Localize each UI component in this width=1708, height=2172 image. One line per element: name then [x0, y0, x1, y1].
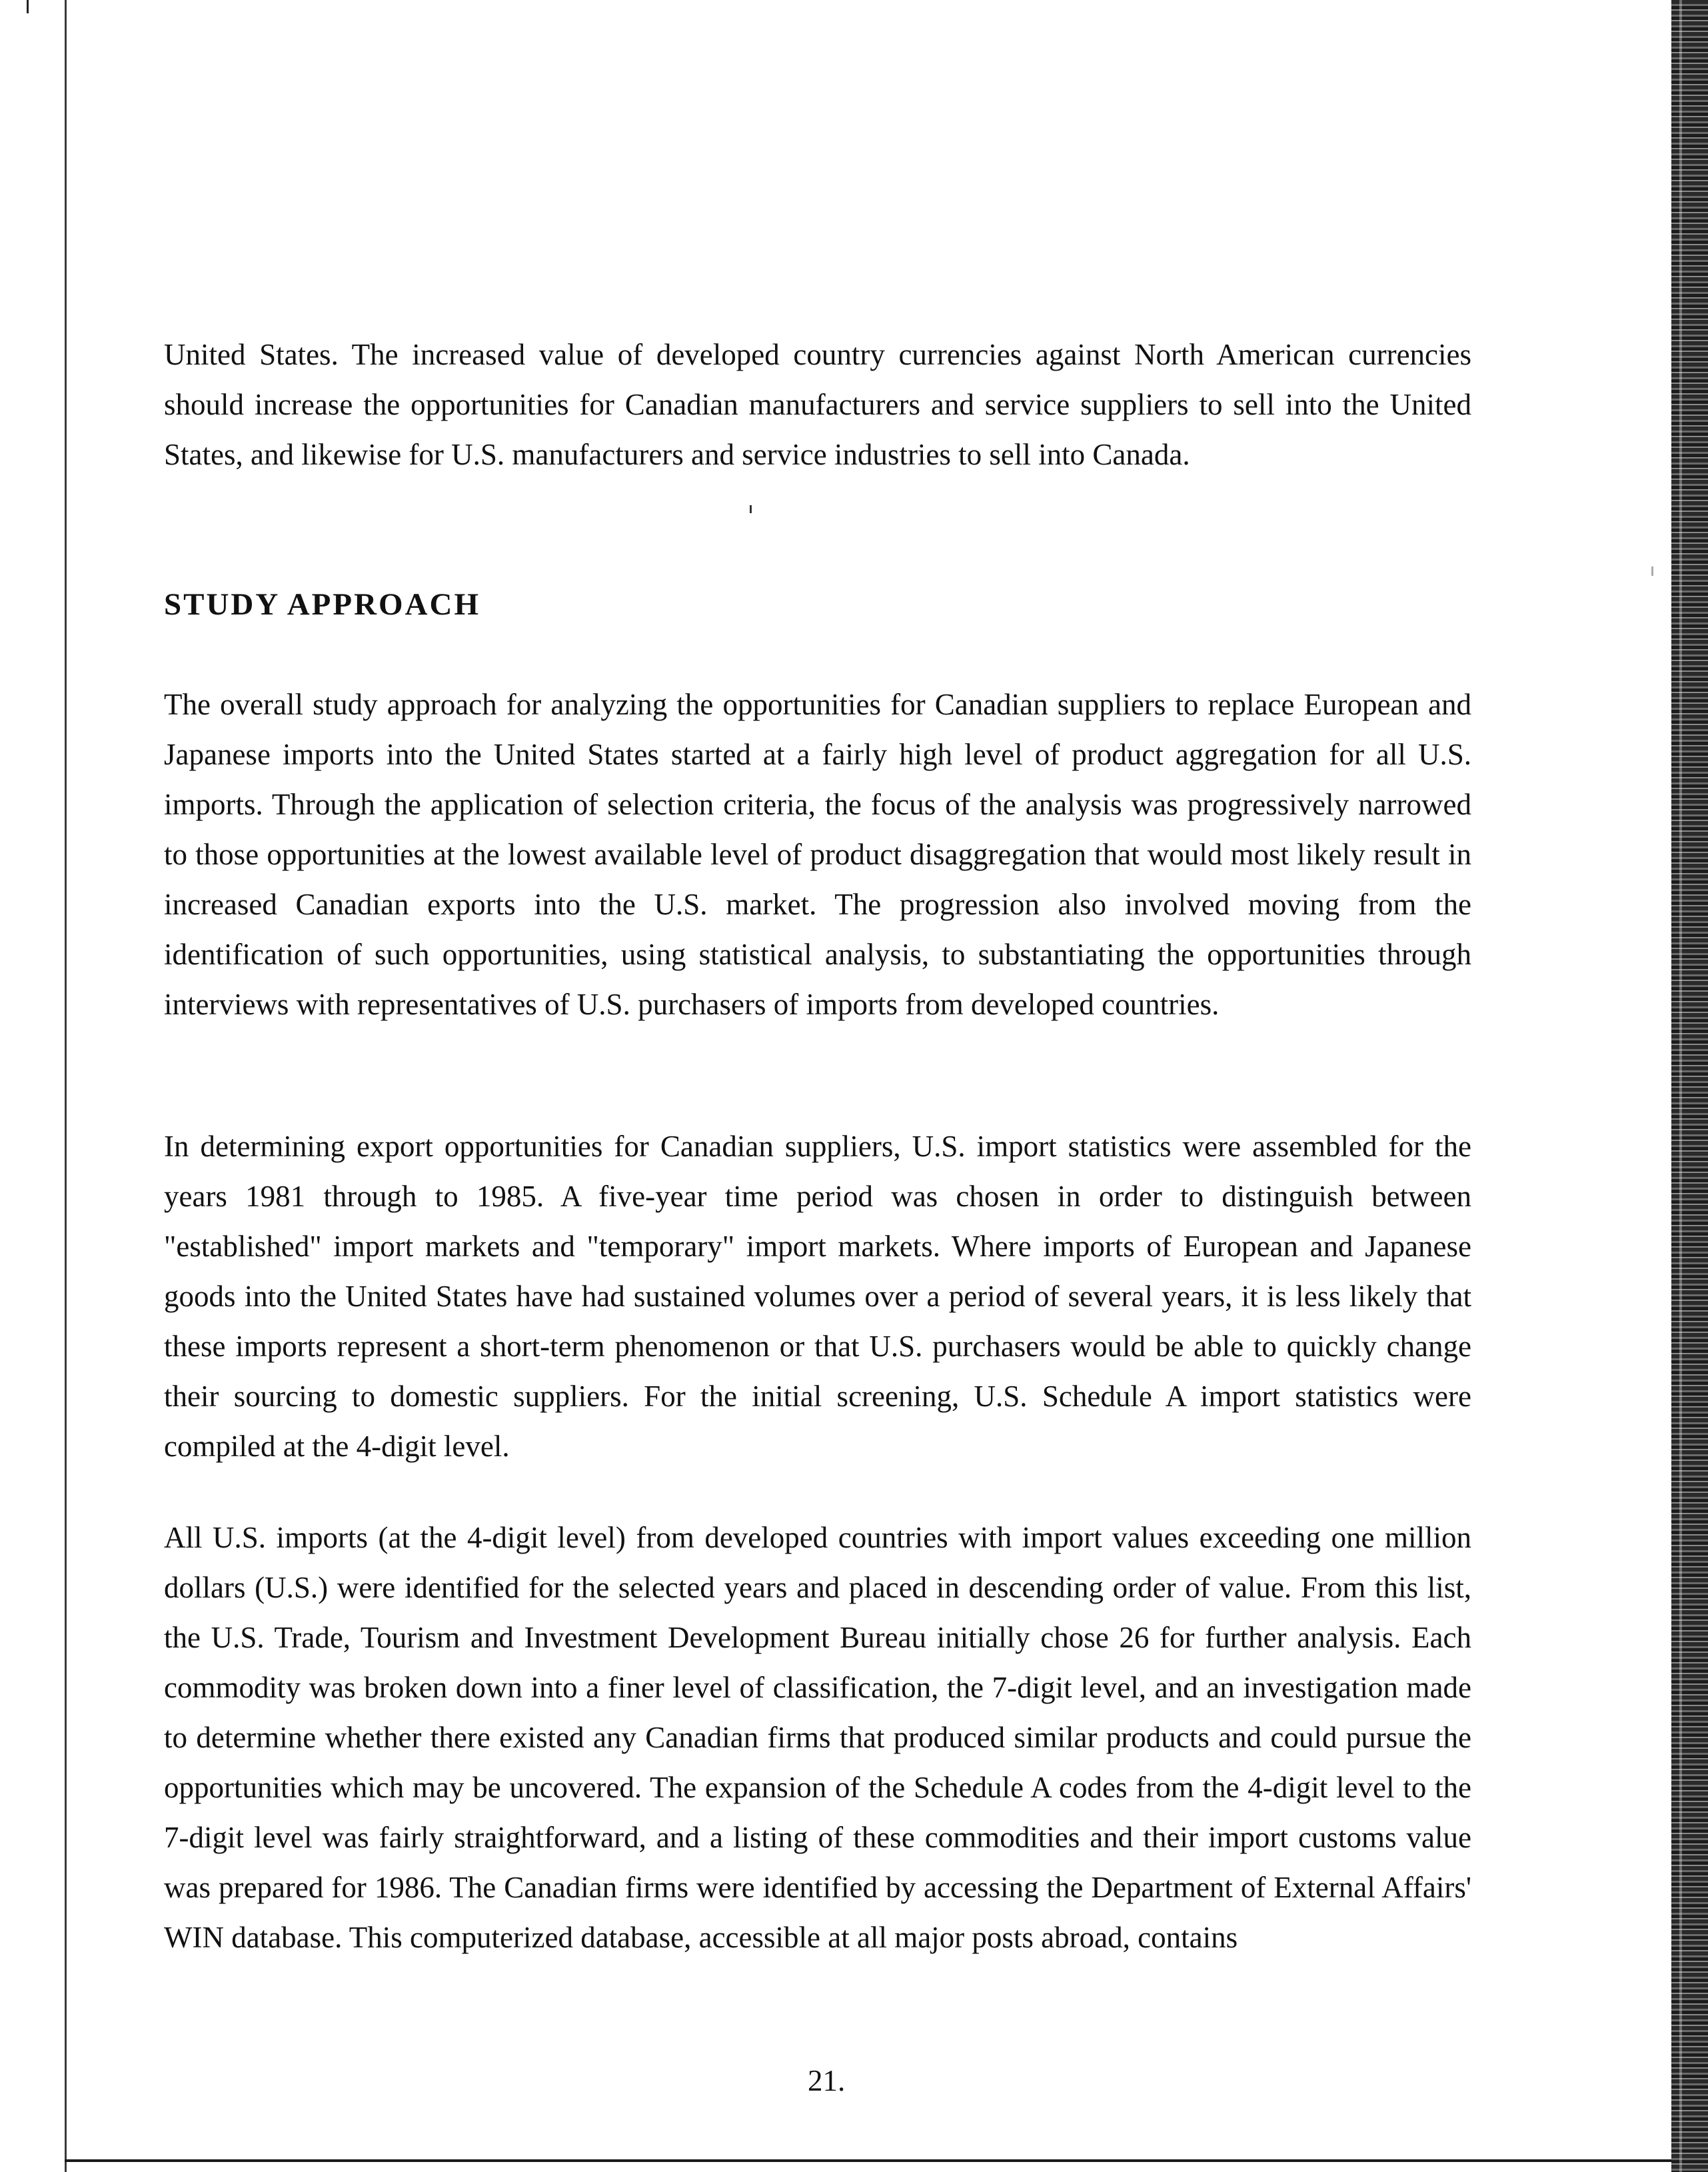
page-number: 21.	[808, 2064, 846, 2097]
bottom-scan-edge	[65, 2159, 1671, 2162]
continuation-paragraph: United States. The increased value of developed country currencies against North American currencies should increase the opportunities for Canadian manufacturers and service suppliers to sell into the United States, and likewise for U.S. manufacturers and service industries to sell into Canada.	[164, 338, 1471, 471]
stray-ink-mark	[750, 505, 752, 513]
section-heading: STUDY APPROACH	[164, 587, 481, 622]
stray-ink-mark	[1651, 566, 1653, 576]
paragraph-us-imports: All U.S. imports (at the 4-digit level) from developed countries with import values exceeding one million dollars (U.S.) were identified for the selected years and placed in descending order of value. From this list, the U.S. Trade, Tourism and Investment Development Bureau initially chose 26 for further analysis. Each commodity was broken down into a finer level of classification, the 7-digit level, and an investigation made to determine whether there existed any Canadian firms that produced similar products and could pursue the opportunities which may be uncovered. The expansion of the Schedule A codes from the 4-digit level to the 7-digit level was fairly straightforward, and a listing of these commodities and their import customs value was prepared for 1986. The Canadian firms were identified by accessing the Department of External Affairs' WIN database. This computerized database, accessible at all major posts abroad, contains	[164, 1521, 1471, 1954]
scan-edge-mark	[27, 0, 29, 13]
right-scan-border	[1671, 0, 1708, 2172]
right-scan-border-highlight	[1679, 0, 1682, 2172]
paragraph-study-approach: The overall study approach for analyzing the opportunities for Canadian suppliers to replace European and Japanese imports into the United States started at a fairly high level of product aggregation for all U.S. imports. Through the application of selection criteria, the focus of the analysis was progressively narrowed to those opportunities at the lowest available level of product disaggregation that would most likely result in increased Canadian exports into the U.S. market. The progression also involved moving from the identification of such opportunities, using statistical analysis, to substantiating the opportunities through interviews with representatives of U.S. purchasers of imports from developed countries.	[164, 688, 1471, 1021]
left-scan-edge	[65, 0, 67, 2172]
paragraph-export-opportunities: In determining export opportunities for Canadian suppliers, U.S. import statistics were assembled for the years 1981 through to 1985. A five-year time period was chosen in order to distinguish between "established" import markets and "temporary" import markets. Where imports of European and Japanese goods into the United States have had sustained volumes over a period of several years, it is less likely that these imports represent a short-term phenomenon or that U.S. purchasers would be able to quickly change their sourcing to domestic suppliers. For the initial screening, U.S. Schedule A import statistics were compiled at the 4-digit level.	[164, 1130, 1471, 1463]
